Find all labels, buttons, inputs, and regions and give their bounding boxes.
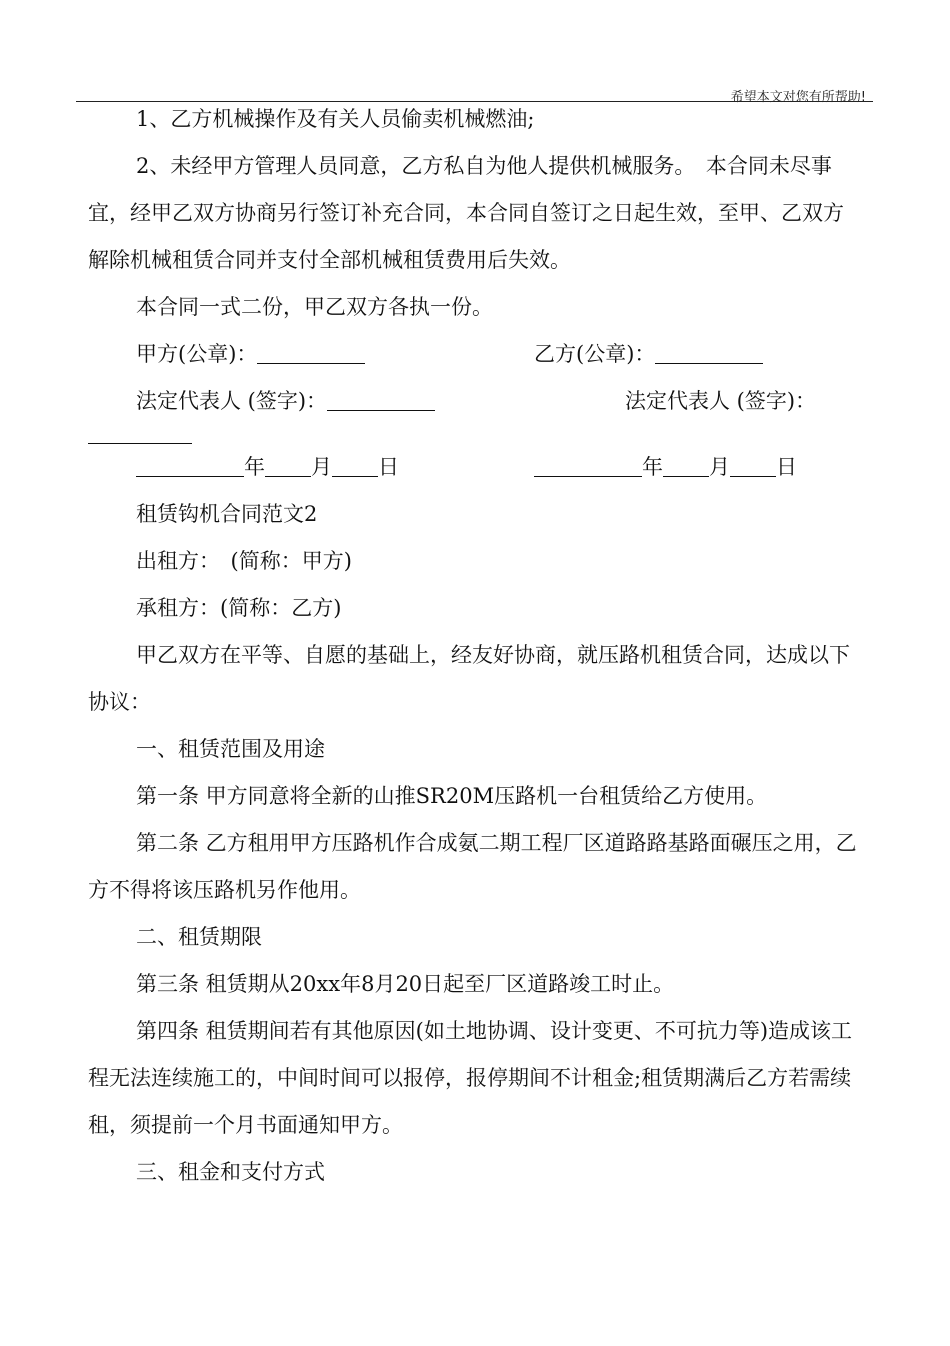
party-b-year-label: 年 — [642, 455, 663, 479]
section-title-contract-2: 租赁钩机合同范文2 — [136, 502, 318, 526]
party-a-day-label: 日 — [378, 455, 399, 479]
party-a-seal-label: 甲方(公章)： — [136, 342, 258, 366]
heading-scope-and-use: 一、租赁范围及用途 — [136, 737, 325, 761]
party-a-date — [88, 444, 534, 491]
party-b-month-label: 月 — [709, 455, 730, 479]
document-body — [88, 96, 864, 1196]
clause-item-2: 2、未经甲方管理人员同意，乙方私自为他人提供机械服务。 本合同未尽事宜，经甲乙双方协商另行签订补充合同，本合同自签订之日起生效，至甲、乙双方解除机械租赁合同并支付全部机械租赁费用后失效。 — [88, 154, 844, 272]
date-row — [88, 444, 864, 491]
party-a-representative — [88, 378, 625, 425]
lessee-line: 承租方：(简称：乙方) — [136, 596, 342, 620]
party-a-month-label: 月 — [311, 455, 332, 479]
heading-rent-and-payment: 三、租金和支付方式 — [136, 1160, 325, 1184]
article-3: 第三条 租赁期从20xx年8月20日起至厂区道路竣工时止。 — [136, 972, 675, 996]
party-b-year-blank — [534, 458, 642, 477]
agreement-preamble: 甲乙双方在平等、自愿的基础上，经友好协商，就压路机租赁合同，达成以下协议： — [88, 643, 850, 714]
party-b-rep-blank — [88, 425, 192, 444]
lessor-line: 出租方： (简称：甲方) — [136, 549, 352, 573]
article-2: 第二条 乙方租用甲方压路机作合成氨二期工程厂区道路路基路面碾压之用，乙方不得将该压路机另作他用。 — [88, 831, 857, 902]
party-b-rep-label: 法定代表人 (签字)： — [625, 389, 817, 413]
heading-lease-term: 二、租赁期限 — [136, 925, 262, 949]
party-b-seal-blank — [655, 345, 763, 364]
party-a-seal — [88, 331, 534, 378]
party-a-day-blank — [332, 458, 378, 477]
header-note: 希望本文对您有所帮助! — [730, 90, 866, 105]
party-a-seal-blank — [257, 345, 365, 364]
party-b-month-blank — [663, 458, 709, 477]
representative-row — [88, 378, 864, 425]
party-b-representative — [625, 378, 816, 425]
party-a-rep-label: 法定代表人 (签字)： — [136, 389, 328, 413]
clause-item-1: 1、乙方机械操作及有关人员偷卖机械燃油; — [136, 107, 535, 131]
party-b-day-blank — [730, 458, 776, 477]
article-4: 第四条 租赁期间若有其他原因(如土地协调、设计变更、不可抗力等)造成该工程无法连续施工的，中间时间可以报停，报停期间不计租金;租赁期满后乙方若需续租，须提前一个月书面通知甲方。 — [88, 1019, 853, 1137]
party-a-year-label: 年 — [244, 455, 265, 479]
party-a-month-blank — [265, 458, 311, 477]
representative-overflow-row — [88, 425, 864, 444]
copies-statement: 本合同一式二份，甲乙双方各执一份。 — [136, 295, 493, 319]
seal-row — [88, 331, 864, 378]
article-1: 第一条 甲方同意将全新的山推SR20M压路机一台租赁给乙方使用。 — [136, 784, 768, 808]
party-b-seal — [534, 331, 763, 378]
party-a-rep-blank — [327, 392, 435, 411]
party-a-year-blank — [136, 458, 244, 477]
party-b-seal-label: 乙方(公章)： — [534, 342, 656, 366]
party-b-date — [534, 444, 797, 491]
party-b-day-label: 日 — [776, 455, 797, 479]
